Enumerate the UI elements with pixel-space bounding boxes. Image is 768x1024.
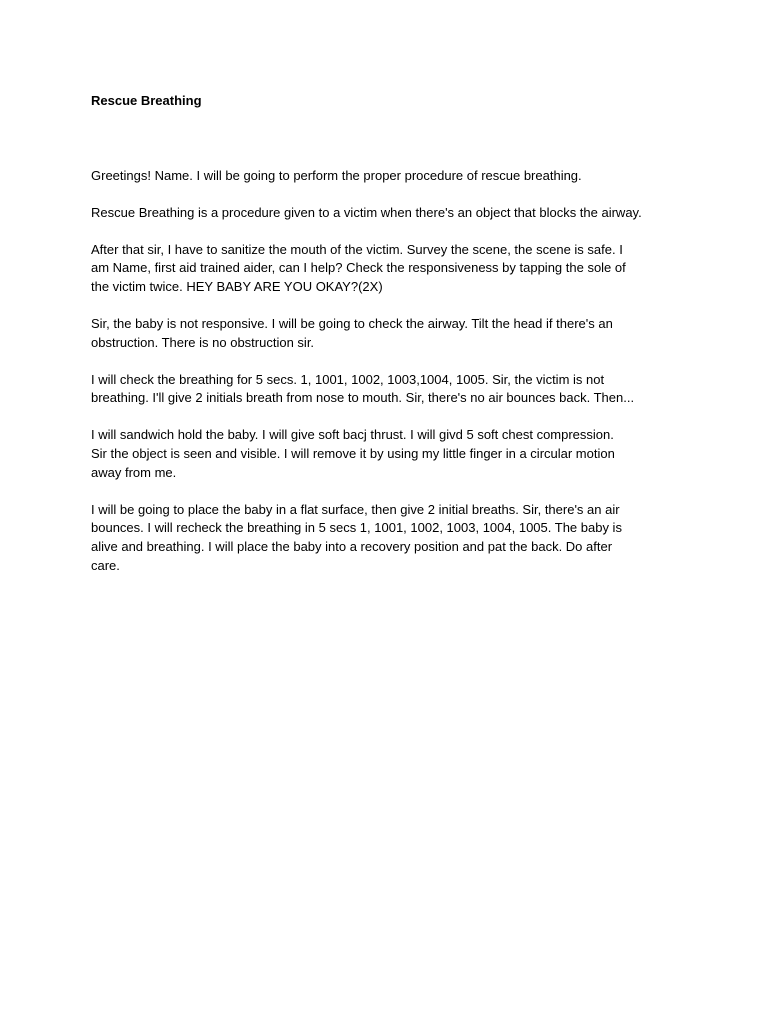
- text-line: After that sir, I have to sanitize the mouth of the victim. Survey the scene, the scene is safe. I: [91, 241, 623, 257]
- paragraph-greeting: [91, 167, 691, 186]
- text-line: I will sandwich hold the baby. I will give soft bacj thrust. I will givd 5 soft chest compression.: [91, 427, 614, 443]
- paragraph-definition: [91, 204, 691, 223]
- text-line: obstruction. There is no obstruction sir.: [91, 334, 315, 350]
- document-title: Rescue Breathing: [91, 93, 202, 108]
- text-line: I will check the breathing for 5 secs. 1, 1001, 1002, 1003,1004, 1005. Sir, the victim is not: [91, 371, 605, 387]
- text-line: Sir, the baby is not responsive. I will be going to check the airway. Tilt the head if there's an: [91, 315, 613, 331]
- text-line: Sir the object is seen and visible. I will remove it by using my little finger in a circular motion: [91, 445, 615, 461]
- text-line: Greetings! Name. I will be going to perform the proper procedure of rescue breathing.: [91, 168, 582, 183]
- document-body: [91, 167, 691, 594]
- text-line: I will be going to place the baby in a flat surface, then give 2 initial breaths. Sir, there's an air: [91, 501, 620, 517]
- text-line: alive and breathing. I will place the baby into a recovery position and pat the back. Do after: [91, 539, 613, 555]
- text-line: care.: [91, 557, 120, 573]
- paragraph-check-airway: [91, 315, 691, 353]
- text-line: away from me.: [91, 464, 177, 480]
- text-line: am Name, first aid trained aider, can I help? Check the responsiveness by tapping the sole of: [91, 260, 626, 276]
- paragraph-survey-scene: [91, 241, 691, 297]
- paragraph-check-breathing: [91, 371, 691, 409]
- text-line: bounces. I will recheck the breathing in 5 secs 1, 1001, 1002, 1003, 1004, 1005. The baby is: [91, 520, 622, 536]
- paragraph-sandwich-hold: [91, 426, 691, 482]
- text-line: the victim twice. HEY BABY ARE YOU OKAY?(2X): [91, 279, 383, 295]
- paragraph-recovery: [91, 501, 691, 576]
- text-line: breathing. I'll give 2 initials breath from nose to mouth. Sir, there's no air bounces back. Then...: [91, 390, 635, 406]
- text-line: Rescue Breathing is a procedure given to a victim when there's an object that blocks the airway.: [91, 204, 642, 220]
